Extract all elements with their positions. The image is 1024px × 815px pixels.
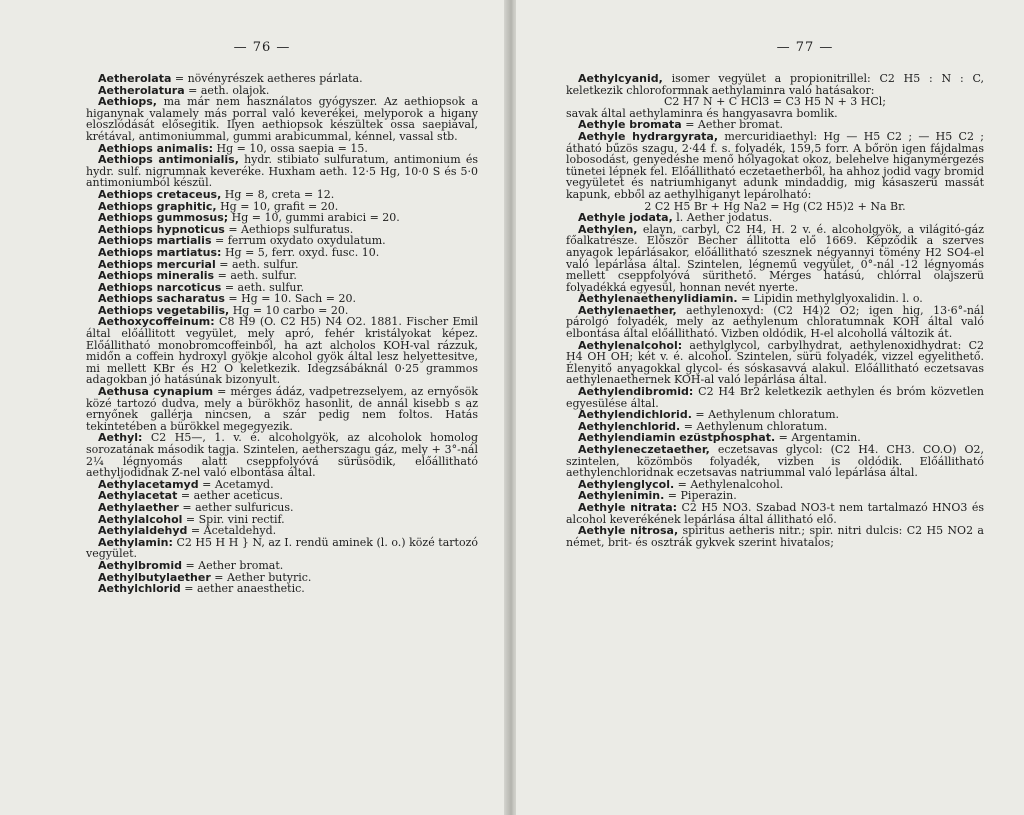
entry-headword: Aethiops mineralis [98, 269, 215, 283]
entry-headword: Aethusa cynapium [98, 385, 214, 399]
entry-definition: Hg = 8, creta = 12. [221, 187, 335, 201]
entry-headword: Aethylaldehyd [98, 524, 188, 538]
page-number: — 77 — [776, 40, 834, 55]
entry-definition: = Acetaldehyd. [187, 524, 277, 538]
entry-definition: C8 H9 (O. C2 H5) N4 O2. 1881. Fischer Emil által előállitott vegyület, mely apró, fehér kristályokat képez. Előállitható monobromcoffeinből, ha azt alcholos KOH-val rázzuk, midőn a coffein hydroxyl gyökje alcohol gyök által lesz helyettesitve, mi mellett KBr és H2 O keletkezik. Idegzsábáknál 0·25 grammos adagokban jó hatásúnak bizonyult. [86, 315, 478, 387]
entry-definition: = növényrészek aetheres párlata. [171, 72, 363, 85]
entry-headword: Aethiops narcoticus [98, 280, 222, 294]
dictionary-entry [566, 340, 984, 386]
entry-definition: = Aethylenum chloratum. [691, 408, 840, 422]
entry-definition: = aether sulfuricus. [178, 500, 294, 514]
entry-headword: Aethylbromid [98, 558, 182, 572]
entry-headword: Aethylendibromid: [578, 385, 694, 399]
entry-headword: Aethylenimin. [578, 489, 665, 503]
left-page [0, 0, 508, 815]
entry-definition: = aether aceticus. [177, 489, 283, 503]
entry-definition: Hg = 10 carbo = 20. [229, 303, 349, 317]
entry-headword: Aethiops animalis: [98, 141, 214, 155]
entry-headword: Aethiops martialis [98, 234, 212, 248]
entry-headword: Aethyle jodata, [578, 211, 673, 225]
entry-headword: Aethylen, [578, 222, 638, 236]
entry-definition: = aeth. sulfur. [215, 257, 299, 271]
entry-definition: C2 H5 H H } N, az I. rendü aminek (l. o.) közé tartozó vegyület. [86, 535, 478, 561]
entry-definition: = mérges ádáz, vadpetrezselyem, az ernyősök közé tartozó dudva, mely a bürökhöz hasonlit, de annál kisebb s az ernyőnek gallérja nincsen, a szár pedig nem foltos. Hatás tekintetében a bürökkel megegyezik. [86, 385, 478, 433]
entry-definition: = Aether bromat. [681, 118, 783, 132]
entry-definition: Hg = 5, ferr. oxyd. fusc. 10. [221, 245, 380, 259]
entry-definition: C2 H4 Br2 keletkezik aethylen és bróm közvetlen egyesülése által. [566, 385, 984, 410]
entry-headword: Aethylendichlorid. [578, 408, 692, 422]
entry-headword: Aethylbutylaether [98, 570, 211, 584]
dictionary-entry [86, 583, 478, 595]
entry-definition: mercuridiaethyl: Hg — H5 C2 ; — H5 C2 ; átható bűzös szagu, 2·44 f. s. folyadék, 159,5 forr. A bőrön igen fájdalmas lobosodást, genyedéshe menő hólyagokat okoz, belehelve higanymérgezés tünetei lépnek fel. Előállitható eczetaetherből, ha ahhoz jodid vagy bromid vegyületet és natriumhiganyt adunk mindaddig, mig kásaszerü massát kapunk, ebből az aethylhiganyt lepárolható: [566, 129, 984, 201]
entry-definition: = aeth. olajok. [184, 83, 270, 97]
dictionary-entry [566, 444, 984, 479]
entry-definition: C2 H5 NO3. Szabad NO3-t nem tartalmazó HNO3 és alcohol keverékének lepárlása által állitható elő. [566, 500, 984, 526]
entry-definition: = ferrum oxydato oxydulatum. [211, 234, 386, 248]
entry-definition: Hg = 10, grafit = 20. [216, 199, 339, 213]
entry-headword: Aethiops sacharatus [98, 292, 225, 306]
entry-headword: Aethylenaethenylidiamin. [578, 292, 738, 306]
dictionary-entry [86, 432, 478, 478]
entry-headword: Aethyle bromata [578, 118, 682, 132]
entry-definition: = aether anaesthetic. [180, 582, 305, 596]
entry-headword: Aetherolatura [98, 83, 185, 97]
entry-headword: Aethiops mercurial [98, 257, 216, 271]
entry-definition: = Aether butyric. [210, 570, 312, 584]
dictionary-entry [566, 525, 984, 548]
dictionary-entry [86, 386, 478, 432]
formula-line: 2 C2 H5 Br + Hg Na2 = Hg (C2 H5)2 + Na Br. [644, 199, 906, 213]
entry-definition: = Argentamin. [775, 431, 861, 445]
entry-headword: Aethylacetamyd [98, 477, 199, 491]
entry-definition: isomer vegyület a propionitrillel: C2 H5 : N : C, keletkezik chloroformnak aethylaminra való hatásakor: [566, 72, 984, 97]
entry-definition: aethylglycol, carbylhydrat, aethylenoxidhydrat: C2 H4 OH OH; két v. é. alcohol. Szintelen, sürü folyadék, vizzel egyelithető. Élenyitő anyagokkal glycol- és sóskasavvá alakul. Előállitható eczetsavas aethylenaethernek KOH-al való lepárlása által. [566, 338, 984, 387]
entry-headword: Aethylchlorid [98, 582, 181, 596]
entry-definition: l. Aether jodatus. [672, 211, 773, 225]
entry-headword: Aethiops martiatus: [98, 245, 222, 259]
entry-headword: Aethyl: [98, 431, 143, 445]
dictionary-entry [566, 73, 984, 96]
dictionary-entry [566, 224, 984, 294]
entry-headword: Aethylcyanid, [578, 72, 663, 85]
entry-headword: Aethiops vegetabilis, [98, 303, 230, 317]
dictionary-entry [86, 537, 478, 560]
entry-definition: aethylenoxyd: (C2 H4)2 O2; igen hig, 13·6°-nál párolgó folyadék, mely az aethylenum chloratumnak KOH által való elbontása által előállitható. Vizben oldódik, H-el alcohollá változik át. [566, 303, 984, 341]
entry-definition: = Spir. vini rectif. [182, 512, 285, 526]
entry-definition: = aeth. sulfur. [221, 280, 305, 294]
entry-definition: = Aethiops sulfuratus. [224, 222, 354, 236]
dictionary-entry [86, 316, 478, 386]
entry-definition: Hg = 10, gummi arabici = 20. [228, 211, 400, 225]
dictionary-entry [566, 386, 984, 409]
entry-headword: Aethiops antimonialis, [98, 153, 239, 167]
entry-headword: Aethylacetat [98, 489, 178, 503]
dictionary-entry [86, 96, 478, 142]
entry-headword: Aethylenaether, [578, 303, 677, 317]
entry-headword: Aethoxycoffeinum: [98, 315, 215, 329]
dictionary-entry [86, 154, 478, 189]
entry-headword: Aethiops, [98, 95, 157, 109]
entry-definition: = Aether bromat. [181, 558, 284, 572]
page-number: — 76 — [233, 40, 291, 55]
entry-headword: Aethylalcohol [98, 512, 183, 526]
entry-definition: = Lipidin methylglyoxalidin. l. o. [737, 292, 923, 306]
entry-definition: savak által aethylaminra és hangyasavra bomlik. [566, 106, 838, 120]
formula-line: C2 H7 N + C HCl3 = C3 H5 N + 3 HCl; [663, 95, 887, 109]
entry-definition: Hg = 10, ossa saepia = 15. [213, 141, 368, 155]
entry-headword: Aethylendiamin ezüstphosphat. [578, 431, 776, 445]
dictionary-entry [566, 305, 984, 340]
entry-definition: = Hg = 10. Sach = 20. [224, 292, 356, 306]
entry-headword: Aethyle nitrosa, [578, 524, 679, 538]
entry-headword: Aethylenchlorid. [578, 419, 681, 433]
entry-headword: Aethiops gummosus; [98, 211, 229, 225]
entry-headword: Aethylaether [98, 500, 179, 514]
right-page-body [566, 73, 984, 548]
entry-headword: Aethylenglycol. [578, 477, 675, 491]
entry-headword: Aethylamin: [98, 535, 173, 549]
entry-headword: Aethyle hydrargyrata, [578, 129, 719, 143]
entry-definition: = aeth. sulfur. [214, 269, 297, 283]
entry-headword: Aetherolata [98, 72, 172, 85]
entry-headword: Aethylenalcohol: [578, 338, 683, 352]
left-page-body [86, 73, 478, 595]
entry-definition: spiritus aetheris nitr.; spir. nitri dulcis: C2 H5 NO2 a német, brit- és osztrák gykvek szerint hivatalos; [566, 524, 984, 549]
entry-headword: Aethyle nitrata: [578, 500, 678, 514]
entry-definition: C2 H5—, 1. v. é. alcoholgyök, az alcoholok homolog sorozatának második tagja. Szintelen, aetherszagu gáz, mely + 3°-nál 2¼ légnyomás alatt cseppfolyóvá sürüsödik, előállitható aethyljodidnak Z-nel való elbontása által. [86, 431, 478, 480]
right-page [516, 0, 1024, 815]
entry-definition: = Piperazin. [664, 489, 737, 503]
dictionary-entry [566, 131, 984, 201]
entry-definition: eczetsavas glycol: (C2 H4. CH3. CO.O) O2, szintelen, közömbös folyadék, vizben is oldódik. Előállitható aethylenchloridnak eczetsavas natriummal való lepárlása által. [566, 443, 984, 480]
entry-definition: elayn, carbyl, C2 H4, H. 2 v. é. alcoholgyök, a világitó-gáz főalkatrésze. Először Becher állitotta elő 1669. Képződik a szerves anyagok lepárlásakor, előállitható szesznek négyannyi tömény H2 SO4-el való lepárlása által. Szintelen, légnemű vegyület, 0°-nál -12 légnyomás mellett cseppfolyóvá sürithető. Mérges hatású, chlórral olajszerü folyadékká egyesül, honnan nevét nyerte. [566, 222, 984, 294]
entry-headword: Aethyleneczetaether, [578, 443, 710, 456]
entry-definition: = Acetamyd. [198, 477, 274, 491]
entry-definition: ma már nem használatos gyógyszer. Az aethiopsok a higanynak valamely más porral való keverékei, melyporok a higany eloszlódását elősegitik. Ilyen aethiopsok készültek ossa saepiával, krétával, antimoniummal, gummi arabicummal, kénnel, vassal stb. [86, 95, 478, 143]
entry-headword: Aethiops hypnoticus [98, 222, 225, 236]
entry-definition: = Aethylenum chloratum. [680, 419, 828, 433]
entry-definition: = Aethylenalcohol. [674, 477, 784, 491]
entry-definition: hydr. stibiato sulfuratum, antimonium és hydr. sulf. nigrumnak keveréke. Huxham aeth. 12·5 Hg, 10·0 S és 5·0 antimoniumból készül. [86, 153, 478, 190]
entry-headword: Aethiops graphitic, [98, 199, 217, 213]
entry-headword: Aethiops cretaceus, [98, 187, 222, 201]
dictionary-entry [566, 502, 984, 525]
